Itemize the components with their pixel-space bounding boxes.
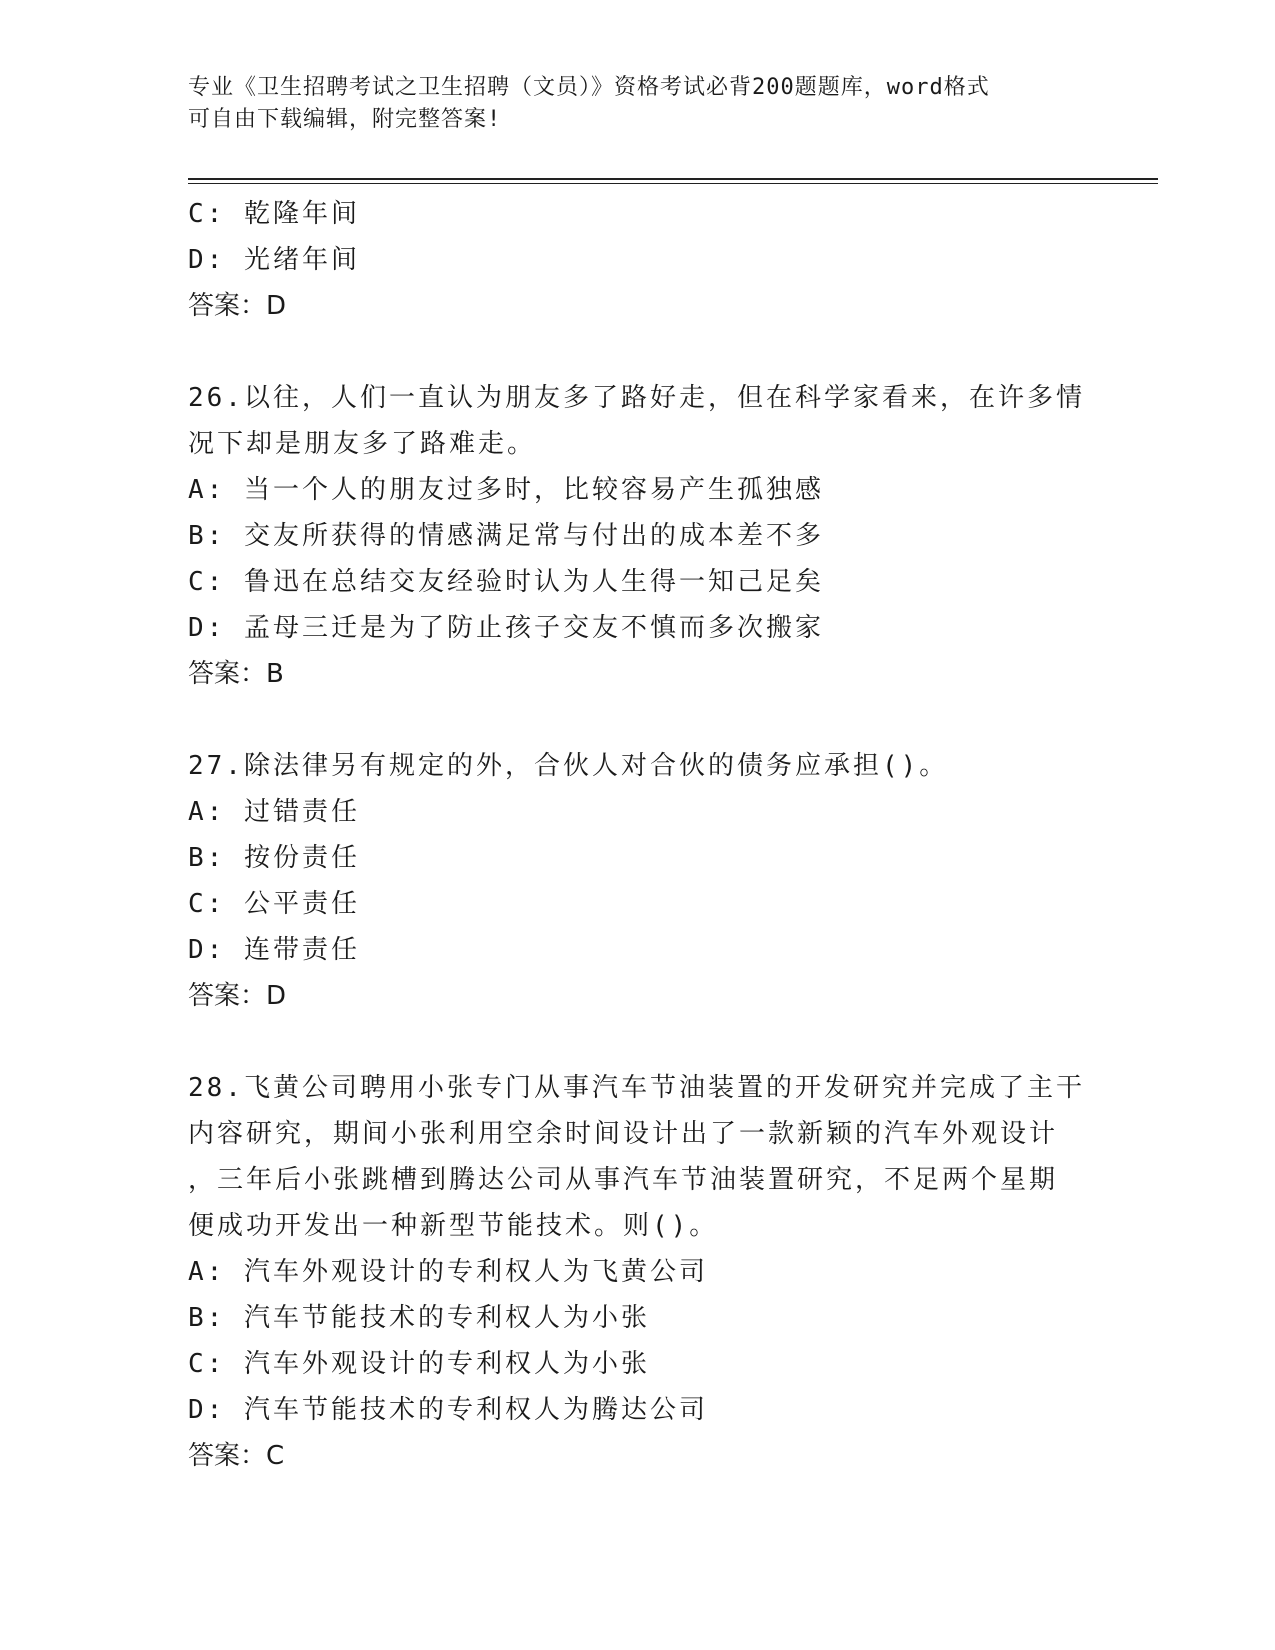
answer-key: 答案：D <box>188 291 287 321</box>
question-text: 26.以往，人们一直认为朋友多了路好走，但在科学家看来，在许多情 <box>188 383 1085 413</box>
spacer <box>188 329 1088 375</box>
answer-option: A: 过错责任 <box>188 797 360 827</box>
answer-option: C: 公平责任 <box>188 889 360 919</box>
header-divider-thin <box>188 183 1158 184</box>
answer-key: 答案：C <box>188 1441 285 1471</box>
spacer <box>188 697 1088 743</box>
answer-option: B: 汽车节能技术的专利权人为小张 <box>188 1303 650 1333</box>
question-text: 况下却是朋友多了路难走。 <box>188 429 537 459</box>
question-text: 28.飞黄公司聘用小张专门从事汽车节油装置的开发研究并完成了主干 <box>188 1073 1085 1103</box>
document-header <box>188 72 1088 136</box>
answer-option: C: 乾隆年间 <box>188 199 360 229</box>
question-text: ，三年后小张跳槽到腾达公司从事汽车节油装置研究，不足两个星期 <box>188 1165 1059 1195</box>
question-text: 便成功开发出一种新型节能技术。则()。 <box>188 1211 719 1241</box>
question-text: 27.除法律另有规定的外，合伙人对合伙的债务应承担()。 <box>188 751 949 781</box>
answer-option: C: 汽车外观设计的专利权人为小张 <box>188 1349 650 1379</box>
question-list <box>188 191 1088 1479</box>
answer-option: A: 当一个人的朋友过多时，比较容易产生孤独感 <box>188 475 824 505</box>
answer-option: C: 鲁迅在总结交友经验时认为人生得一知己足矣 <box>188 567 824 597</box>
answer-option: D: 汽车节能技术的专利权人为腾达公司 <box>188 1395 708 1425</box>
header-divider-thick <box>188 178 1158 180</box>
spacer <box>188 1019 1088 1065</box>
answer-option: A: 汽车外观设计的专利权人为飞黄公司 <box>188 1257 708 1287</box>
answer-option: D: 连带责任 <box>188 935 360 965</box>
answer-key: 答案：D <box>188 981 287 1011</box>
answer-key: 答案：B <box>188 659 284 689</box>
header-line-2: 可自由下载编辑，附完整答案! <box>188 107 502 132</box>
answer-option: D: 孟母三迁是为了防止孩子交友不慎而多次搬家 <box>188 613 824 643</box>
answer-option: B: 交友所获得的情感满足常与付出的成本差不多 <box>188 521 824 551</box>
answer-option: D: 光绪年间 <box>188 245 360 275</box>
header-line-1: 专业《卫生招聘考试之卫生招聘（文员）》资格考试必背200题题库，word格式 <box>188 75 990 100</box>
answer-option: B: 按份责任 <box>188 843 360 873</box>
question-text: 内容研究，期间小张利用空余时间设计出了一款新颖的汽车外观设计 <box>188 1119 1059 1149</box>
